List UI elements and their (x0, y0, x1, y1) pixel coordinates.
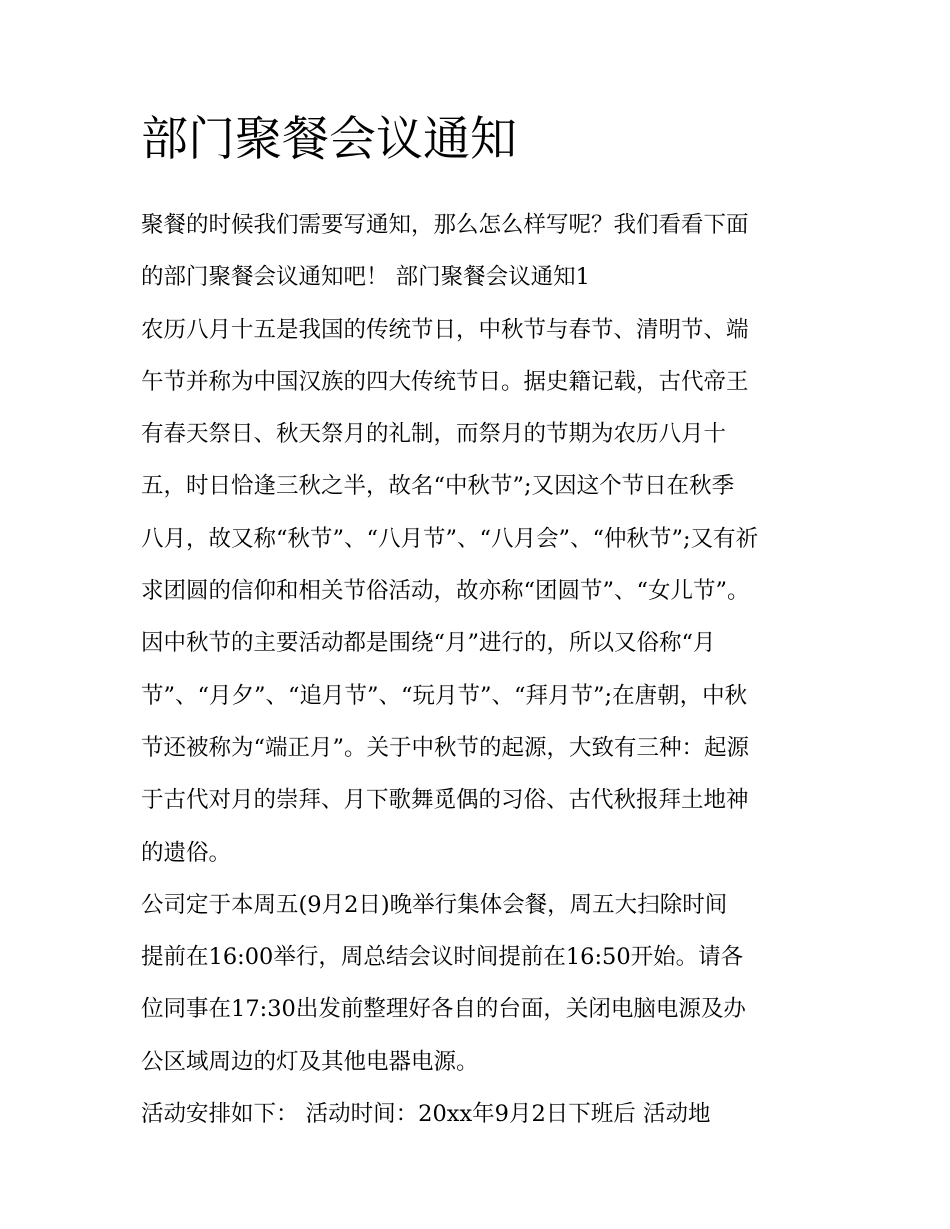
text-line: 八月，故又称“秋节”、“八月节”、“八月会”、“仲秋节”;又有祈 (141, 525, 759, 552)
text-line: 求团圆的信仰和相关节俗活动，故亦称“团圆节”、“女儿节”。 (141, 578, 750, 605)
text-line: 午节并称为中国汉族的四大传统节日。据史籍记载，古代帝王 (141, 368, 749, 395)
text-line: 于古代对月的崇拜、月下歌舞觅偶的习俗、古代秋报拜土地神 (141, 787, 749, 814)
page-title: 部门聚餐会议通知 (141, 112, 517, 167)
text-line: 提前在16:00举行，周总结会议时间提前在16:50开始。请各 (141, 944, 744, 971)
document-body (141, 199, 811, 1140)
text-line: 的遗俗。 (141, 839, 232, 866)
text-line: 因中秋节的主要活动都是围绕“月”进行的，所以又俗称“月 (141, 630, 716, 657)
text-line: 的部门聚餐会议通知吧！ 部门聚餐会议通知1 (141, 264, 590, 291)
text-line: 有春天祭日、秋天祭月的礼制，而祭月的节期为农历八月十 (141, 421, 727, 448)
text-line: 公司定于本周五(9月2日)晚举行集体会餐，周五大扫除时间 (141, 891, 728, 918)
text-line: 五，时日恰逢三秋之半，故名“中秋节”;又因这个节日在秋季 (141, 473, 735, 500)
text-line: 活动安排如下： 活动时间：20xx年9月2日下班后 活动地 (141, 1101, 711, 1128)
text-line: 公区域周边的灯及其他电器电源。 (141, 1048, 479, 1075)
text-line: 农历八月十五是我国的传统节日，中秋节与春节、清明节、端 (141, 316, 749, 343)
text-line: 节”、“月夕”、“追月节”、“玩月节”、“拜月节”;在唐朝，中秋 (141, 682, 748, 709)
text-line: 聚餐的时候我们需要写通知，那么怎么样写呢？我们看看下面 (141, 212, 749, 238)
text-line: 位同事在17:30出发前整理好各自的台面，关闭电脑电源及办 (141, 996, 746, 1023)
text-line: 节还被称为“端正月”。关于中秋节的起源，大致有三种：起源 (141, 734, 750, 761)
